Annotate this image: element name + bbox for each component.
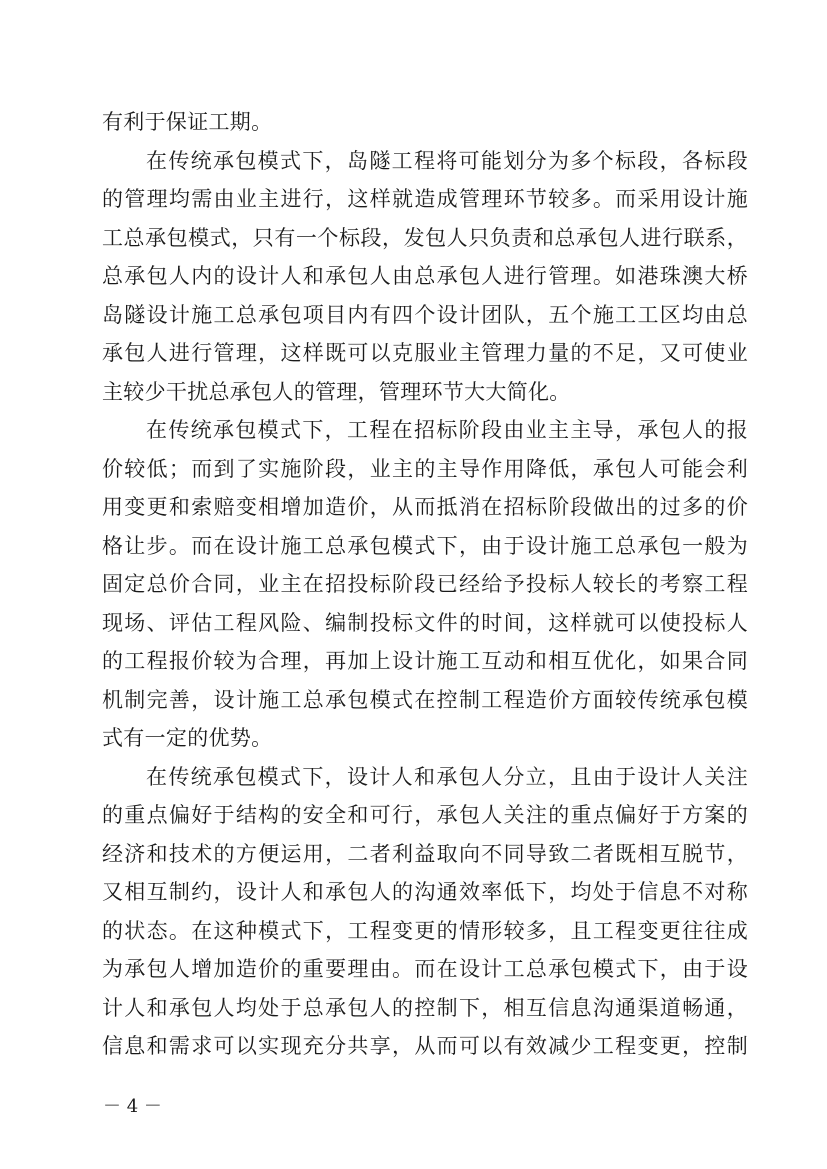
text-line: 经济和技术的方便运用，二者利益取向不同导致二者既相互脱节，: [102, 841, 748, 866]
text-line: 工总承包模式，只有一个标段，发包人只负责和总承包人进行联系，: [102, 225, 748, 250]
page-number: － 4 －: [103, 1096, 162, 1117]
text-line: 固定总价合同，业主在招投标阶段已经给予投标人较长的考察工程: [102, 572, 748, 596]
text-line: 机制完善，设计施工总承包模式在控制工程造价方面较传统承包模: [102, 687, 748, 712]
text-line: 有利于保证工期。: [102, 110, 273, 134]
text-line: 式有一定的优势。: [102, 726, 273, 750]
text-line: 的管理均需由业主进行，这样就造成管理环节较多。而采用设计施: [102, 187, 748, 211]
text-line: 为承包人增加造价的重要理由。而在设计工总承包模式下，由于设: [102, 957, 748, 981]
text-line: 主较少干扰总承包人的管理，管理环节大大简化。: [102, 379, 571, 404]
body-text: [102, 103, 748, 1066]
text-line: 承包人进行管理，这样既可以克服业主管理力量的不足，又可使业: [102, 341, 748, 365]
text-line: 格让步。而在设计施工总承包模式下，由于设计施工总承包一般为: [102, 533, 748, 558]
text-line: 信息和需求可以实现充分共享，从而可以有效减少工程变更，控制: [102, 1034, 748, 1058]
text-line: 计人和承包人均处于总承包人的控制下，相互信息沟通渠道畅通，: [102, 995, 748, 1020]
text-line: 岛隧设计施工总承包项目内有四个设计团队，五个施工工区均由总: [102, 302, 748, 327]
text-line: 在传统承包模式下，设计人和承包人分立，且由于设计人关注: [146, 764, 748, 789]
text-line: 价较低；而到了实施阶段，业主的主导作用降低，承包人可能会利: [102, 456, 748, 481]
text-line: 的工程报价较为合理，再加上设计施工互动和相互优化，如果合同: [102, 649, 748, 673]
text-line: 用变更和索赔变相增加造价，从而抵消在招标阶段做出的过多的价: [102, 495, 748, 519]
text-line: 在传统承包模式下，工程在招标阶段由业主主导，承包人的报: [146, 418, 748, 442]
text-line: 的状态。在这种模式下，工程变更的情形较多，且工程变更往往成: [102, 918, 748, 943]
text-line: 在传统承包模式下，岛隧工程将可能划分为多个标段，各标段: [146, 148, 748, 173]
text-line: 总承包人内的设计人和承包人由总承包人进行管理。如港珠澳大桥: [102, 264, 748, 288]
text-line: 又相互制约，设计人和承包人的沟通效率低下，均处于信息不对称: [102, 880, 748, 904]
text-line: 的重点偏好于结构的安全和可行，承包人关注的重点偏好于方案的: [102, 803, 748, 827]
text-line: 现场、评估工程风险、编制投标文件的时间，这样就可以使投标人: [102, 610, 748, 635]
